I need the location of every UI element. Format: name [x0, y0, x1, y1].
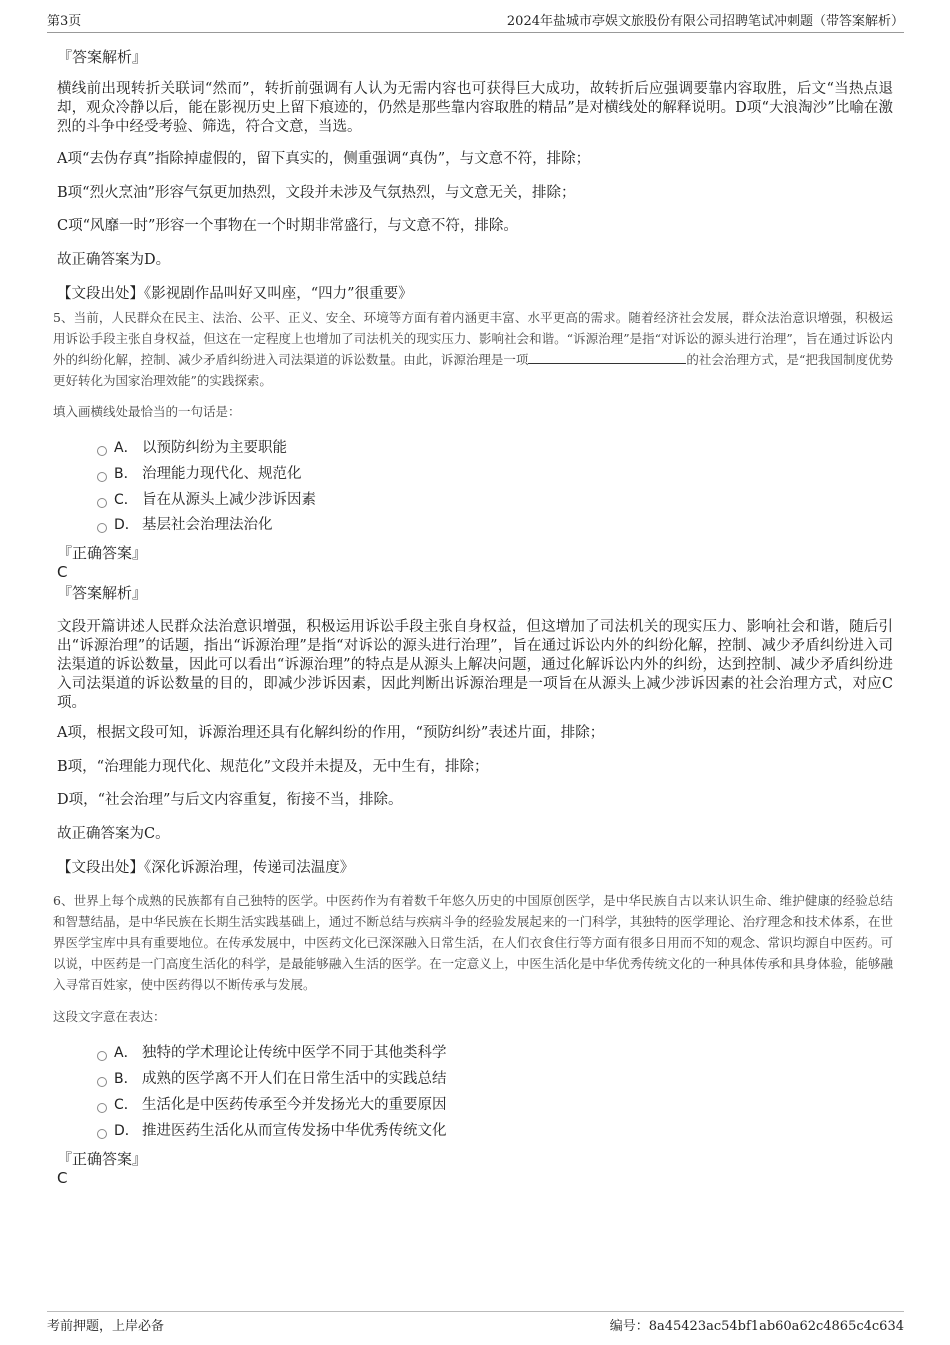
- q5-option-a[interactable]: A． 以预防纠纷为主要职能: [97, 439, 287, 457]
- radio-icon[interactable]: [97, 1103, 107, 1113]
- q5-stem-before-blank: 5、当前，人民群众在民主、法治、公平、正义、安全、环境等方面有着内涵更丰富、水平更高的需求。随着经济社会发展，群众法治意识增强，积极运用诉讼手段主张自身权益，但这在一定程度上也增加了司法机关的现实压力、影响社会和谐。“诉源治理”是指“对诉讼的源头进行治理”，旨在通过诉讼内外的纠纷化解，控制、减少矛盾纠纷进入司法渠道的诉讼数量。由此，诉源治理是一项: [53, 310, 893, 367]
- q6-option-a[interactable]: A． 独特的学术理论让传统中医学不同于其他类科学: [97, 1044, 447, 1062]
- footer-slogan: 考前押题，上岸必备: [47, 1319, 165, 1334]
- q5-option-b[interactable]: B． 治理能力现代化、规范化: [97, 465, 302, 483]
- radio-icon[interactable]: [97, 1129, 107, 1139]
- q5-correct-label: 『正确答案』: [57, 544, 148, 562]
- radio-icon[interactable]: [97, 498, 107, 508]
- radio-icon[interactable]: [97, 523, 107, 533]
- q5-prompt: 填入画横线处最恰当的一句话是：: [53, 404, 241, 419]
- q6-prompt: 这段文字意在表达：: [53, 1009, 166, 1024]
- q5-stem: [53, 307, 893, 391]
- q4-analysis-label: 『答案解析』: [57, 48, 148, 66]
- q5-stem-after-blank: 的社会治理方式，是“把我国制度优势更好转化为国家治理效能”的实践探索。: [53, 352, 893, 388]
- radio-icon[interactable]: [97, 472, 107, 482]
- q5-option-d[interactable]: D． 基层社会治理法治化: [97, 516, 273, 534]
- q5-source: 【文段出处】《深化诉源治理，传递司法温度》: [57, 860, 355, 876]
- q5-option-d-analysis: D项，“社会治理”与后文内容重复，衔接不当，排除。: [57, 792, 403, 808]
- q5-conclusion: 故正确答案为C。: [57, 826, 170, 842]
- q4-source: 【文段出处】《影视剧作品叫好又叫座，“四力”很重要》: [57, 286, 413, 302]
- q4-analysis-paragraph: 横线前出现转折关联词“然而”，转折前强调有人认为无需内容也可获得巨大成功，故转折后应强调要靠内容取胜，后文“当热点退却，观众冷静以后，能在影视历史上留下痕迹的，仍然是那些靠内容取胜的精品”是对横线处的解释说明。D项“大浪淘沙”比喻在激烈的斗争中经受考验、筛选，符合文意，当选。: [57, 81, 893, 135]
- q6-option-b[interactable]: B． 成熟的医学离不开人们在日常生活中的实践总结: [97, 1070, 447, 1088]
- q4-option-b-analysis: B项“烈火烹油”形容气氛更加热烈，文段并未涉及气氛热烈，与文意无关，排除；: [57, 185, 576, 201]
- q4-option-c-analysis: C项“风靡一时”形容一个事物在一个时期非常盛行，与文意不符，排除。: [57, 218, 518, 234]
- q6-stem: 6、世界上每个成熟的民族都有自己独特的医学。中医药作为有着数千年悠久历史的中国原创医学，是中华民族自古以来认识生命、维护健康的经验总结和智慧结晶，是中华民族在长期生活实践基础上，通过不断总结与疾病斗争的经验发展起来的一门科学，其独特的医学理论、治疗理念和技术体系，在世界医学宝库中具有重要地位。在传承发展中，中医药文化已深深融入日常生活，在人们衣食住行等方面有很多日用而不知的观念、常识均源自中医药。可以说，中医药是一门高度生活化的科学，是最能够融入生活的医学。在一定意义上，中医生活化是中华优秀传统文化的一种具体传承和具身体验，能够融入寻常百姓家，使中医药得以不断传承与发展。: [53, 893, 893, 992]
- q4-conclusion: 故正确答案为D。: [57, 252, 171, 268]
- page-header: [47, 14, 904, 33]
- q5-correct-answer: C: [57, 563, 68, 581]
- q6-option-c[interactable]: C． 生活化是中医药传承至今并发扬光大的重要原因: [97, 1096, 447, 1114]
- radio-icon[interactable]: [97, 1077, 107, 1087]
- q6-correct-label: 『正确答案』: [57, 1150, 148, 1168]
- page-footer: [47, 1311, 904, 1335]
- q5-answer-blank: [528, 351, 686, 364]
- q5-analysis-paragraph: 文段开篇讲述人民群众法治意识增强，积极运用诉讼手段主张自身权益，但这增加了司法机关的现实压力、影响社会和谐，随后引出“诉源治理”的话题，指出“诉源治理”是指“对诉讼的源头进行治理”，旨在通过诉讼内外的纠纷化解，控制、减少矛盾纠纷进入司法渠道的诉讼数量，因此可以看出“诉源治理”的特点是从源头上解决问题，通过化解诉讼内外的纠纷，达到控制、减少矛盾纠纷进入司法渠道的诉讼数量的目的，即减少涉诉因素，因此判断出诉源治理是一项旨在从源头上减少涉诉因素的社会治理方式，对应C项。: [57, 619, 893, 711]
- radio-icon[interactable]: [97, 446, 107, 456]
- q5-option-b-analysis: B项，“治理能力现代化、规范化”文段并未提及，无中生有，排除；: [57, 759, 489, 775]
- q5-analysis-label: 『答案解析』: [57, 584, 148, 602]
- page-number: 第3页: [47, 14, 82, 29]
- document-serial: 编号：8a45423ac54bf1ab60a62c4865c4c634: [609, 1319, 904, 1334]
- radio-icon[interactable]: [97, 1051, 107, 1061]
- document-title: 2024年盐城市亭娱文旅股份有限公司招聘笔试冲刺题（带答案解析）: [506, 14, 904, 29]
- q6-correct-answer: C: [57, 1169, 68, 1187]
- q5-option-a-analysis: A项，根据文段可知，诉源治理还具有化解纠纷的作用，“预防纠纷”表述片面，排除；: [57, 725, 605, 741]
- q4-option-a-analysis: A项“去伪存真”指除掉虚假的，留下真实的，侧重强调“真伪”，与文意不符，排除；: [57, 151, 591, 167]
- q6-option-d[interactable]: D． 推进医药生活化从而宣传发扬中华优秀传统文化: [97, 1122, 447, 1140]
- q5-option-c[interactable]: C． 旨在从源头上减少涉诉因素: [97, 491, 316, 509]
